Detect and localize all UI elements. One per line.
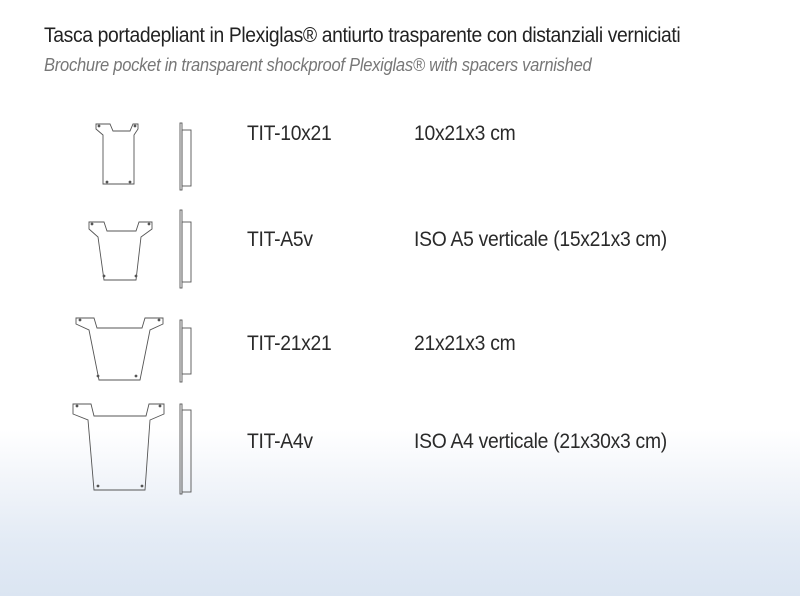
product-row xyxy=(0,110,800,210)
pocket-front-drawing xyxy=(60,210,210,310)
product-code: TIT-10x21 xyxy=(247,122,332,145)
product-code: TIT-A4v xyxy=(247,430,313,453)
product-description: 21x21x3 cm xyxy=(414,332,516,355)
pocket-front-drawing xyxy=(60,310,210,410)
product-code: TIT-21x21 xyxy=(247,332,332,355)
pocket-front-drawing xyxy=(60,400,210,500)
product-row xyxy=(0,310,800,410)
product-description: ISO A4 verticale (21x30x3 cm) xyxy=(414,430,667,453)
product-description: 10x21x3 cm xyxy=(414,122,516,145)
product-description: ISO A5 verticale (15x21x3 cm) xyxy=(414,228,667,251)
product-row xyxy=(0,210,800,310)
pocket-front-drawing xyxy=(60,110,210,210)
product-row xyxy=(0,400,800,500)
page-subtitle: Brochure pocket in transparent shockproof Plexiglas® with spacers varnished xyxy=(44,55,592,75)
product-code: TIT-A5v xyxy=(247,228,313,251)
page-title: Tasca portadepliant in Plexiglas® antiurto trasparente con distanziali verniciati xyxy=(44,24,681,47)
